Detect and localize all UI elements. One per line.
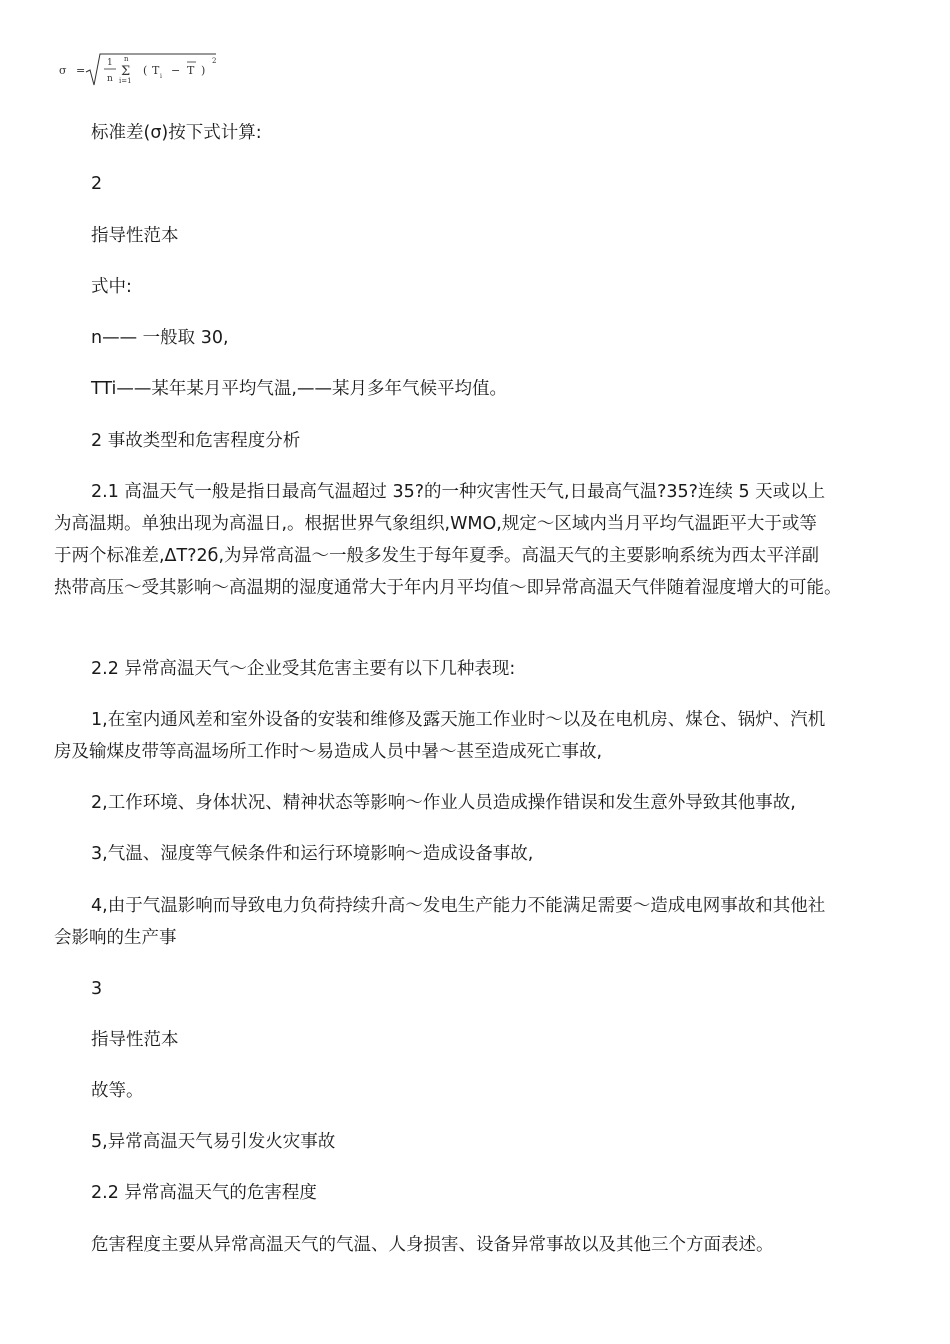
para-2-1-line	[54, 476, 904, 508]
para-2-1	[54, 476, 904, 604]
formula-n-denominator: n	[107, 74, 113, 84]
para-accident-etc-text: 故等。	[91, 1081, 144, 1101]
para-2-2-intro	[54, 653, 904, 685]
para-accident-etc	[54, 1075, 904, 1107]
formula-sum-top: n	[124, 55, 129, 63]
list-item-4-line: 会影响的生产事	[54, 928, 177, 948]
list-item-3-text: 3,气温、湿度等气候条件和运行环境影响～造成设备事故,	[91, 844, 534, 864]
section-2-heading	[54, 425, 904, 457]
para-n-definition	[54, 322, 904, 354]
formula-equals: =	[76, 64, 86, 77]
para-t-definition	[54, 373, 904, 405]
list-item-1-line-text: 1,在室内通风差和室外设备的安装和维修及露天施工作业时～以及在电机房、煤仓、锅炉、汽机	[91, 710, 826, 730]
list-item-4	[54, 890, 904, 954]
formula-ti: T	[152, 64, 160, 77]
para-t-definition-text: TTi——某年某月平均气温,——某月多年气候平均值。	[91, 379, 507, 399]
formula-i-sub: i	[160, 73, 162, 80]
std-dev-formula-image	[56, 50, 226, 92]
para-where-text: 式中:	[91, 277, 132, 297]
list-item-1	[54, 704, 904, 768]
formula-open-paren: (	[143, 64, 148, 77]
formula-close-paren: )	[201, 64, 206, 77]
para-2-1-line: 热带高压～受其影响～高温期的湿度通常大于年内月平均值～即异常高温天气伴随着湿度增大的可能。	[54, 578, 842, 598]
formula-one: 1	[107, 58, 113, 68]
page-number-3-text: 3	[91, 979, 103, 999]
formula-tbar: T	[187, 64, 195, 77]
section-2-heading-text: 2 事故类型和危害程度分析	[91, 431, 301, 451]
para-n-definition-text: n—— 一般取 30,	[91, 328, 229, 348]
para-std-dev-intro-text: 标准差(σ)按下式计算:	[91, 123, 262, 143]
para-where	[54, 271, 904, 303]
para-2-1-line: 于两个标准差,ΔT?2б,为异常高温～一般多发生于每年夏季。高温天气的主要影响系统为西太平洋副	[54, 546, 819, 566]
list-item-4-line-text: 4,由于气温影响而导致电力负荷持续升高～发电生产能力不能满足需要～造成电网事故和其他社	[91, 896, 826, 916]
formula-sum-symbol: Σ	[121, 64, 131, 79]
list-item-4-line	[54, 890, 904, 922]
para-2-2-intro-text: 2.2 异常高温天气～企业受其危害主要有以下几种表现:	[91, 659, 516, 679]
para-2-1-line-text: 2.1 高温天气一般是指日最高气温超过 35?的一种灾害性天气,日最高气温?35?连续 5 天或以上	[91, 482, 826, 502]
list-item-1-line: 房及输煤皮带等高温场所工作时～易造成人员中暑～甚至造成死亡事故,	[54, 742, 603, 762]
list-item-5	[54, 1126, 904, 1158]
formula-sum-bottom: i=1	[119, 77, 132, 85]
guide-label-1	[54, 220, 904, 252]
page-number-2-text: 2	[91, 174, 103, 194]
list-item-1-line	[54, 704, 904, 736]
page-number-3	[54, 973, 904, 1005]
para-2-1-line: 为高温期。单独出现为高温日,。根据世界气象组织,WMO,规定～区域内当月平均气温距平大于或等	[54, 514, 817, 534]
list-item-3	[54, 838, 904, 870]
guide-label-2	[54, 1024, 904, 1056]
list-item-5-text: 5,异常高温天气易引发火灾事故	[91, 1132, 336, 1152]
guide-label-1-text: 指导性范本	[91, 226, 179, 246]
list-item-2-text: 2,工作环境、身体状况、精神状态等影响～作业人员造成操作错误和发生意外导致其他事故,	[91, 793, 796, 813]
guide-label-2-text: 指导性范本	[91, 1030, 179, 1050]
page-number-2	[54, 168, 904, 200]
formula-minus: −	[171, 64, 181, 77]
section-2-2-heading	[54, 1177, 904, 1209]
para-harm-degree	[54, 1229, 904, 1261]
section-2-2-heading-text: 2.2 异常高温天气的危害程度	[91, 1183, 317, 1203]
list-item-2	[54, 787, 904, 819]
formula-sigma: σ	[59, 64, 67, 77]
formula-square: 2	[212, 57, 217, 65]
para-std-dev-intro	[54, 117, 904, 149]
para-harm-degree-text: 危害程度主要从异常高温天气的气温、人身损害、设备异常事故以及其他三个方面表述。	[91, 1235, 774, 1255]
